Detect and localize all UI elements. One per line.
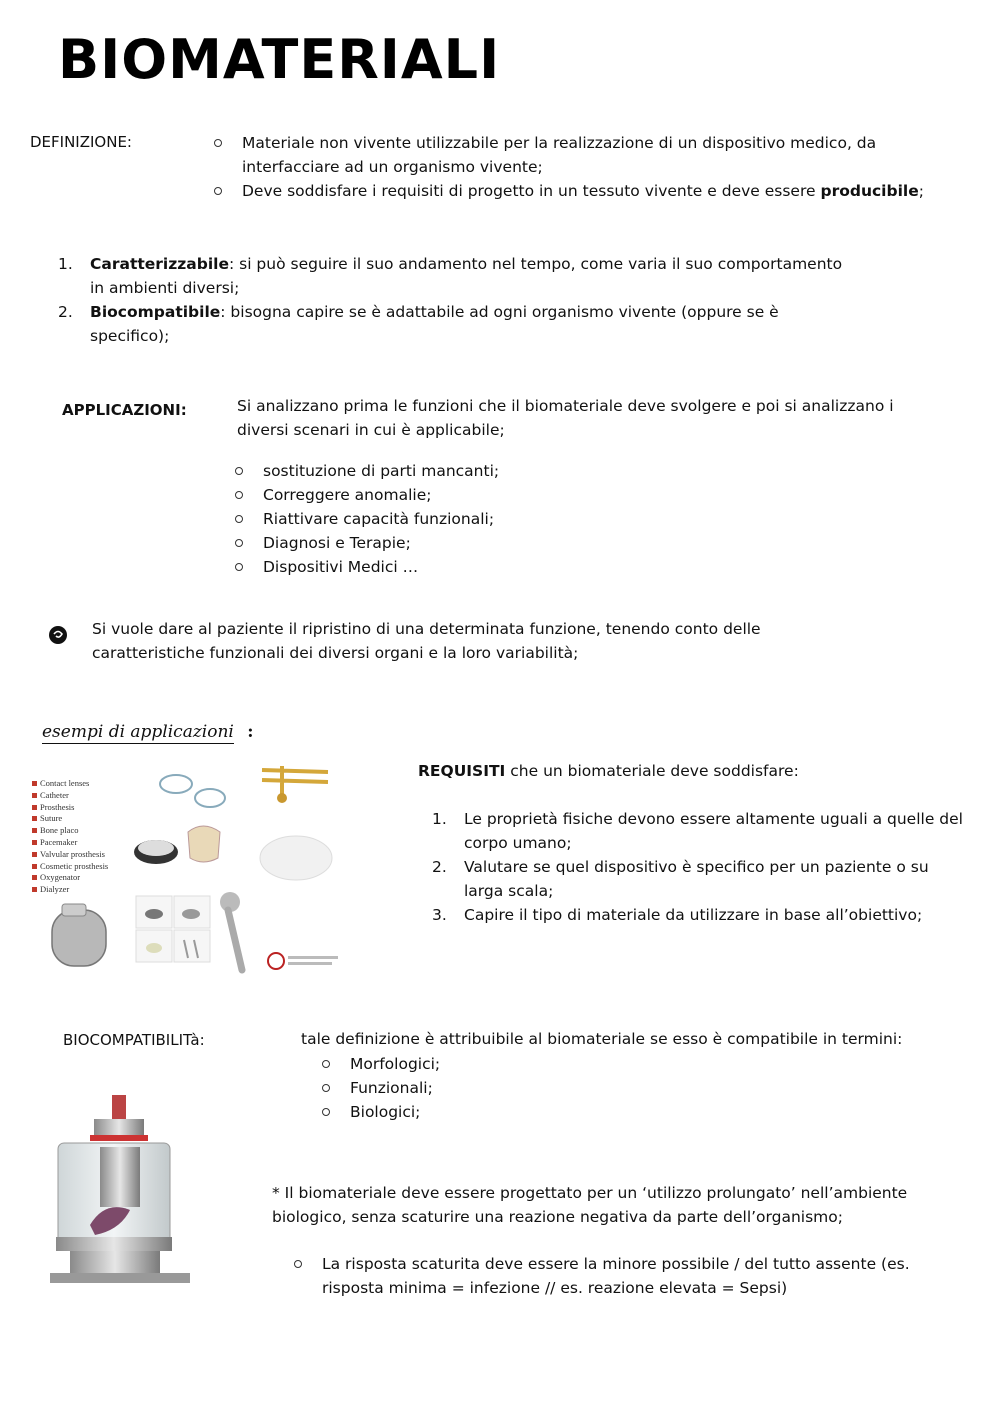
list-item [263,555,663,579]
image-list-item: Bone placo [32,825,162,837]
list-item [242,179,932,203]
biocompatibilita-list [350,1052,650,1124]
list-item [350,1052,650,1076]
requisiti-intro-text: che un biomateriale deve soddisfare: [505,762,799,780]
list-number: 2. [58,303,73,321]
property-desc: : si può seguire il suo andamento nel tempo, come varia il suo comportamento in ambienti diversi; [90,255,843,297]
list-item [263,531,663,555]
applicazione-text: Dispositivi Medici … [263,558,419,576]
device-image [50,1095,190,1285]
image-list-item: Contact lenses [32,778,162,790]
list-item [322,1252,967,1300]
list-item [432,903,964,927]
risposta-list [322,1252,967,1300]
definizione-item-2: Deve soddisfare i requisiti di progetto in un tessuto vivente e deve essere [242,182,821,200]
esempi-heading-text: esempi di applicazioni [42,722,234,742]
list-item [263,459,663,483]
list-item [242,131,932,179]
star-note: * Il biomateriale deve essere progettato per un ‘utilizzo prolungato’ nell’ambiente biologico, senza scaturire una reazione negativa da parte dell’organismo; [272,1184,908,1226]
applicazione-text: Riattivare capacità funzionali; [263,510,495,528]
note-text: Si vuole dare al paziente il ripristino di una determinata funzione, tenendo conto delle caratteristiche funzionali dei diversi organi e la loro variabilità; [92,620,761,662]
applications-illustrations [28,758,350,974]
list-item [432,807,964,855]
definizione-label: DEFINIZIONE: [30,133,132,151]
applicazioni-list [263,459,663,579]
list-number: 3. [432,906,447,924]
requisito-text: Valutare se quel dispositivo è specifico per un paziente o su larga scala; [464,858,929,900]
list-item [58,252,850,300]
list-number: 1. [58,255,73,273]
esempi-colon: : [247,722,254,742]
applicazione-text: Correggere anomalie; [263,486,432,504]
image-list-item: Oxygenator [32,872,162,884]
list-item [350,1076,650,1100]
applicazione-text: Diagnosi e Terapie; [263,534,411,552]
definizione-list [242,131,932,203]
page-title: BIOMATERIALI [58,28,501,91]
list-item [58,300,850,348]
applicazione-text: sostituzione di parti mancanti; [263,462,500,480]
list-number: 1. [432,810,447,828]
producibile-bold: producibile [820,182,919,200]
image-list-item: Suture [32,813,162,825]
list-item [263,483,663,507]
image-list-item: Dialyzer [32,884,162,896]
requisiti-intro [418,759,978,783]
definizione-item-2-end: ; [918,182,924,200]
risposta-text: La risposta scaturita deve essere la minore possibile / del tutto assente (es. risposta minima = infezione // es. reazione elevata = Sepsi) [322,1255,910,1297]
applications-image [28,758,350,974]
applicazioni-label: APPLICAZIONI: [62,401,187,419]
requisiti-list [432,807,964,927]
list-item [350,1100,650,1124]
biocompatibilita-label: BIOCOMPATIBILITà: [63,1031,205,1049]
image-list-item: Cosmetic prosthesis [32,861,162,873]
esempi-heading [42,722,254,742]
biocompatibilita-term: Morfologici; [350,1055,441,1073]
list-number: 2. [432,858,447,876]
image-list-item: Pacemaker [32,837,162,849]
list-item [263,507,663,531]
biocompatibilita-term: Funzionali; [350,1079,433,1097]
properties-list [58,252,850,348]
swirl-icon [48,625,68,645]
requisiti-bold: REQUISITI [418,762,506,780]
requisito-text: Capire il tipo di materiale da utilizzare in base all’obiettivo; [464,906,923,924]
requisito-text: Le proprietà fisiche devono essere altamente uguali a quelle del corpo umano; [464,810,963,852]
image-list-item: Prosthesis [32,802,162,814]
applicazioni-intro: Si analizzano prima le funzioni che il biomateriale deve svolgere e poi si analizzano i diversi scenari in cui è applicabile; [237,397,894,439]
biocompatibilita-term: Biologici; [350,1103,421,1121]
image-list-item: Catheter [32,790,162,802]
list-item [432,855,964,903]
property-name: Biocompatibile [90,303,221,321]
image-list-item: Valvular prosthesis [32,849,162,861]
biocompatibilita-intro: tale definizione è attribuibile al biomateriale se esso è compatibile in termini: [301,1030,903,1048]
property-desc: : bisogna capire se è adattabile ad ogni organismo vivente (oppure se è specifico); [90,303,779,345]
property-name: Caratterizzabile [90,255,229,273]
definizione-item-1: Materiale non vivente utilizzabile per la realizzazione di un dispositivo medico, da interfacciare ad un organismo vivente; [242,134,877,176]
